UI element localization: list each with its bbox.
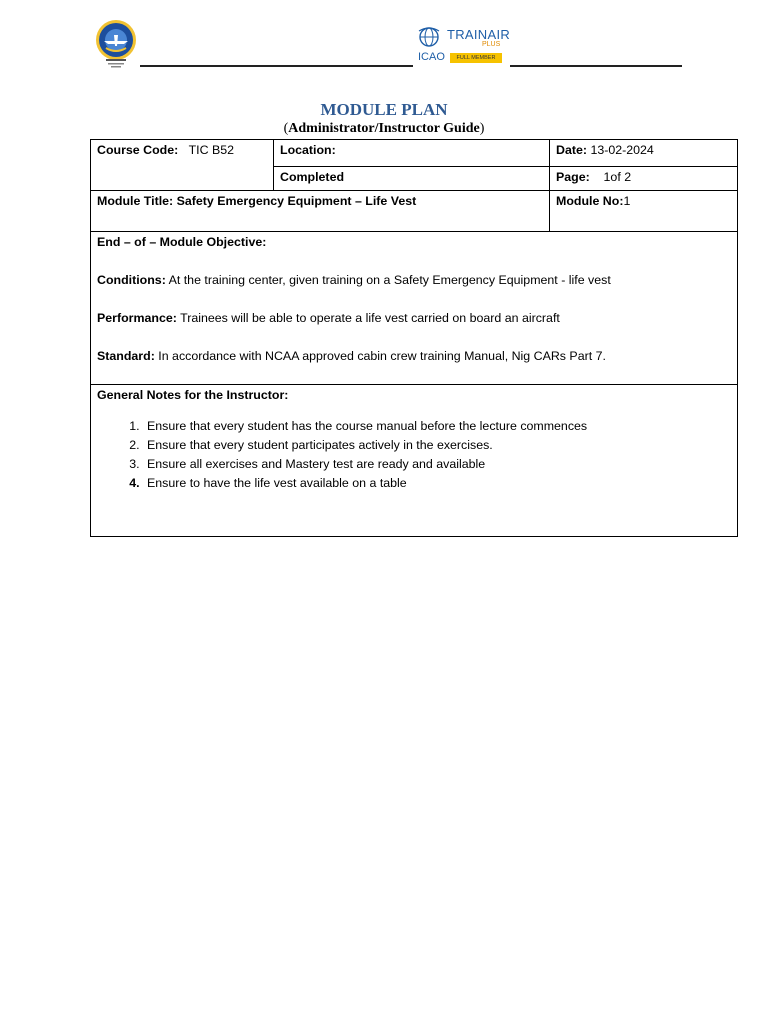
course-code-label: Course Code: <box>97 143 179 157</box>
document-title: MODULE PLAN <box>320 100 448 119</box>
academy-seal-logo <box>94 18 138 70</box>
location-label: Location: <box>280 143 336 157</box>
module-no-cell <box>550 191 738 232</box>
subtitle-text: Administrator/Instructor Guide <box>288 121 480 136</box>
icao-globe-icon <box>418 26 440 48</box>
list-item: 2. Ensure that every student participates actively in the exercises. <box>143 436 731 455</box>
notes-heading-text: General Notes for the Instructor: <box>97 388 289 402</box>
page-value: 1of 2 <box>603 170 632 184</box>
notes-list <box>97 417 731 493</box>
course-code-value: TIC B52 <box>188 143 235 157</box>
module-no-label: Module No: <box>556 194 624 208</box>
location-cell <box>274 140 550 167</box>
icao-wordmark: ICAO <box>418 51 445 63</box>
objective-heading-text: End – of – Module Objective: <box>97 235 267 249</box>
document-subtitle: (Administrator/Instructor Guide) <box>283 121 485 136</box>
objective-cell <box>91 232 738 385</box>
table-row <box>91 191 738 232</box>
full-member-badge: FULL MEMBER <box>450 53 502 63</box>
date-value: 13-02-2024 <box>590 143 654 157</box>
standard-text: In accordance with NCAA approved cabin crew training Manual, Nig CARs Part 7. <box>158 349 606 363</box>
standard-label: Standard: <box>97 349 155 363</box>
trainair-icao-logo <box>416 24 511 66</box>
module-title-cell <box>91 191 550 232</box>
header-rule-left <box>140 65 413 67</box>
module-plan-table <box>90 139 738 537</box>
module-title-label: Module Title: Safety Emergency Equipment – Life Vest <box>97 194 417 208</box>
table-row <box>91 232 738 385</box>
trainair-wordmark: TRAINAIR <box>447 27 511 42</box>
trainair-plus-text: PLUS <box>482 41 501 48</box>
performance-label: Performance: <box>97 311 177 325</box>
table-row <box>91 385 738 537</box>
standard-paragraph <box>97 348 731 364</box>
list-item: 1. Ensure that every student has the course manual before the lecture commences <box>143 417 731 436</box>
date-label: Date: <box>556 143 587 157</box>
completed-cell <box>274 167 550 191</box>
header-rule-right <box>510 65 682 67</box>
page-label: Page: <box>556 170 590 184</box>
conditions-text: At the training center, given training on a Safety Emergency Equipment - life vest <box>168 273 611 287</box>
performance-text: Trainees will be able to operate a life vest carried on board an aircraft <box>180 311 560 325</box>
course-code-cell <box>91 140 274 191</box>
date-cell <box>550 140 738 167</box>
conditions-paragraph <box>97 272 731 288</box>
notes-heading <box>97 387 731 403</box>
performance-paragraph <box>97 310 731 326</box>
notes-cell <box>91 385 738 537</box>
conditions-label: Conditions: <box>97 273 166 287</box>
module-no-value: 1 <box>623 194 631 208</box>
objective-heading <box>97 234 731 250</box>
list-item: 4. Ensure to have the life vest available on a table <box>143 474 731 493</box>
page-cell <box>550 167 738 191</box>
table-row <box>91 140 738 167</box>
list-item: 3. Ensure all exercises and Mastery test are ready and available <box>143 455 731 474</box>
completed-label: Completed <box>280 170 345 184</box>
